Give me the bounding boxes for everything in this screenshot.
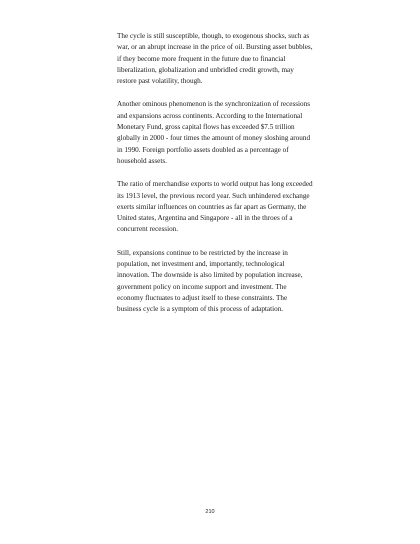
paragraph-4: Still, expansions continue to be restricted by the increase in population, net investment and, importantly, technological innovation. The downside is also limited by population increase, government policy on income support and investment. The economy fluctuates to adjust itself to these constraints. The business cycle is a symptom of this process of adaptation. <box>117 248 303 314</box>
page-number: 210 <box>205 509 215 515</box>
body-text <box>117 31 313 328</box>
paragraph-2: Another ominous phenomenon is the synchronization of recessions and expansions across continents. According to the International Monetary Fund, gross capital flows has exceeded $7.5 trillion globally in 2000 - four times the amount of money sloshing around in 1990. Foreign portfolio assets doubled as a percentage of household assets. <box>117 100 311 165</box>
paragraph-1: The cycle is still susceptible, though, to exogenous shocks, such as war, or an abrupt increase in the price of oil. Bursting asset bubbles, if they become more frequent in the future due to financial liberalization, globalization and unbridled credit growth, may restore past volatility, though. <box>117 32 313 86</box>
paragraph-3: The ratio of merchandise exports to world output has long exceeded its 1913 level, the previous record year. Such unhindered exchange exerts similar influences on countries as far apart as Germany, the United states, Argentina and Singapore - all in the throes of a concurrent recession. <box>117 180 313 234</box>
